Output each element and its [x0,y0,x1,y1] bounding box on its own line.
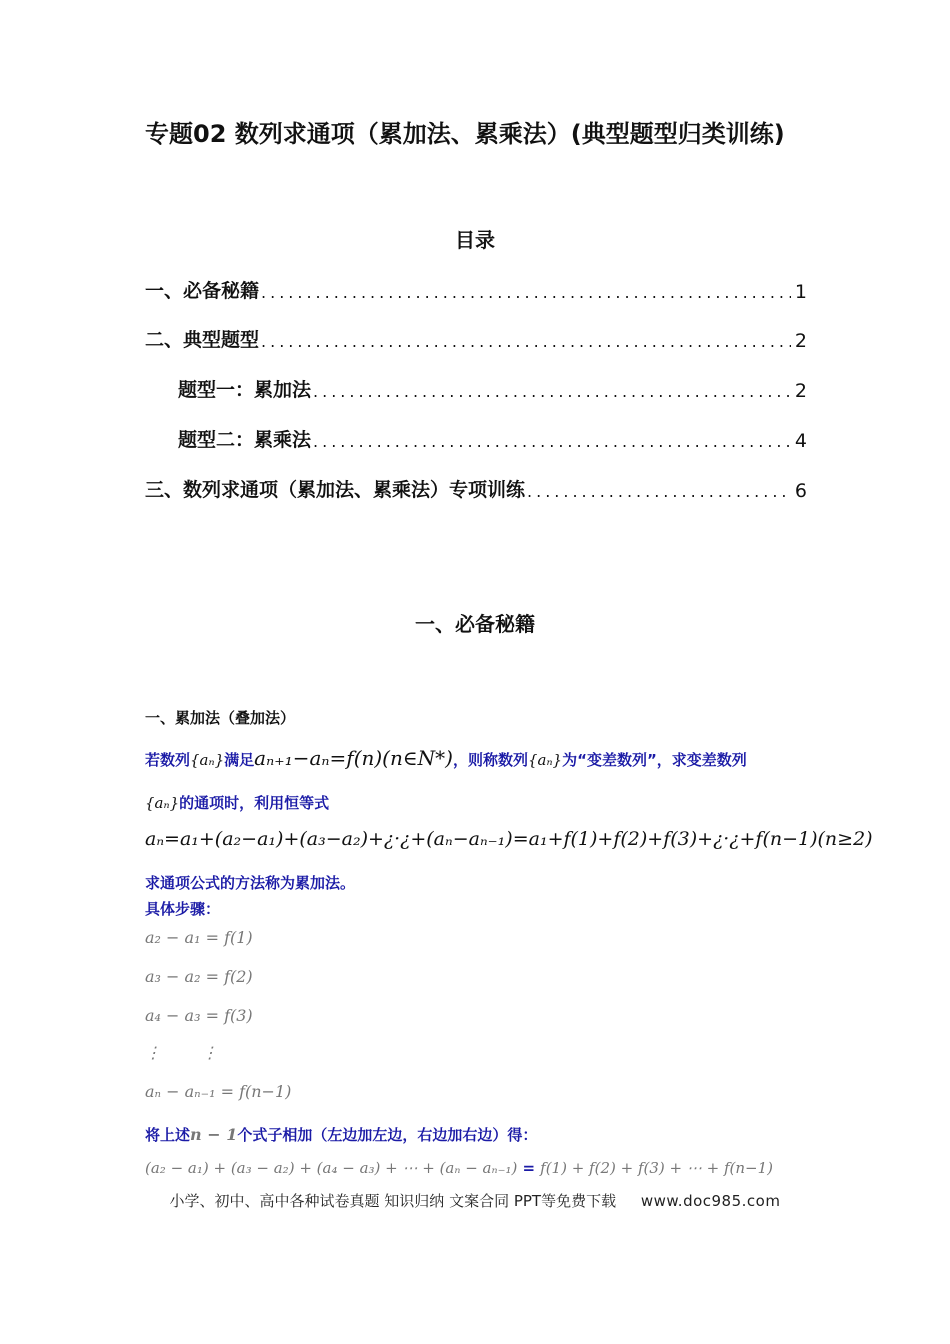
step-equation: aₙ − aₙ₋₁ = f(n−1) [145,1082,292,1101]
toc-entry-label: 题型一：累加法 [178,379,312,401]
document-title: 专题02 数列求通项（累加法、累乘法）(典型题型归类训练) [145,120,785,148]
toc-heading: 目录 [455,228,495,252]
step-equation: a₄ − a₃ = f(3) [145,1006,253,1025]
page-footer [0,1190,950,1211]
recurrence-condition: aₙ₊₁−aₙ=f(n)(n∈N*) [254,746,453,770]
toc-entry-label: 题型二：累乘法 [178,429,312,451]
footer-text: 小学、初中、高中各种试卷真题 知识归纳 文案合同 PPT等免费下载 [169,1192,617,1210]
toc-entry-page: 4 [794,430,807,452]
method-description: 求通项公式的方法称为累加法。 [145,874,356,892]
definition-paragraph: 若数列{aₙ}满足aₙ₊₁−aₙ=f(n)(n∈N*)，则称数列{aₙ}为“变差数列”，求变差数列 [145,746,747,770]
sequence-symbol: {aₙ} [145,794,180,812]
toc-entry-label: 二、典型题型 [145,329,260,351]
step-equation: a₂ − a₁ = f(1) [145,928,253,947]
definition-paragraph-cont: {aₙ}的通项时，利用恒等式 [145,794,330,812]
term-count: n − 1 [190,1125,238,1144]
steps-label: 具体步骤： [145,900,221,918]
toc-entry-label: 三、数列求通项（累加法、累乘法）专项训练 [145,479,526,501]
subsection-heading: 一、累加法（叠加法） [145,709,296,727]
toc-entry[interactable] [145,472,807,502]
step-ellipsis: ⋮ ⋮ [145,1043,218,1062]
sum-formula: (a₂ − a₁) + (a₃ − a₂) + (a₄ − a₃) + ⋯ + (aₙ − aₙ₋₁) = f(1) + f(2) + f(3) + ⋯ + f(n−1) [145,1159,773,1177]
sequence-symbol: {aₙ} [190,751,225,769]
toc-leader-dots [527,482,791,502]
section-heading: 一、必备秘籍 [415,612,535,636]
sequence-symbol: {aₙ} [527,751,563,769]
toc-leader-dots [261,332,791,352]
toc-entry[interactable] [178,422,807,452]
toc-entry-page: 2 [794,330,807,352]
sum-instruction: 将上述n − 1个式子相加（左边加左边，右边加右边）得： [145,1125,538,1144]
toc-entry[interactable] [178,372,807,402]
toc-entry-page: 2 [794,380,807,402]
toc-leader-dots [313,382,791,402]
identity-formula: aₙ=a₁+(a₂−a₁)+(a₃−a₂)+¿·¿+(aₙ−aₙ₋₁)=a₁+f(1)+f(2)+f(3)+¿·¿+f(n−1)(n≥2) [145,828,873,850]
toc-entry-label: 一、必备秘籍 [145,280,260,302]
footer-link[interactable]: www.doc985.com [640,1192,781,1210]
toc-leader-dots [313,432,791,452]
toc-entry-page: 6 [794,480,807,502]
step-equation: a₃ − a₂ = f(2) [145,967,253,986]
toc-entry[interactable] [145,322,807,352]
toc-leader-dots [261,283,791,303]
toc-entry[interactable] [145,273,807,303]
toc-entry-page: 1 [794,281,807,303]
